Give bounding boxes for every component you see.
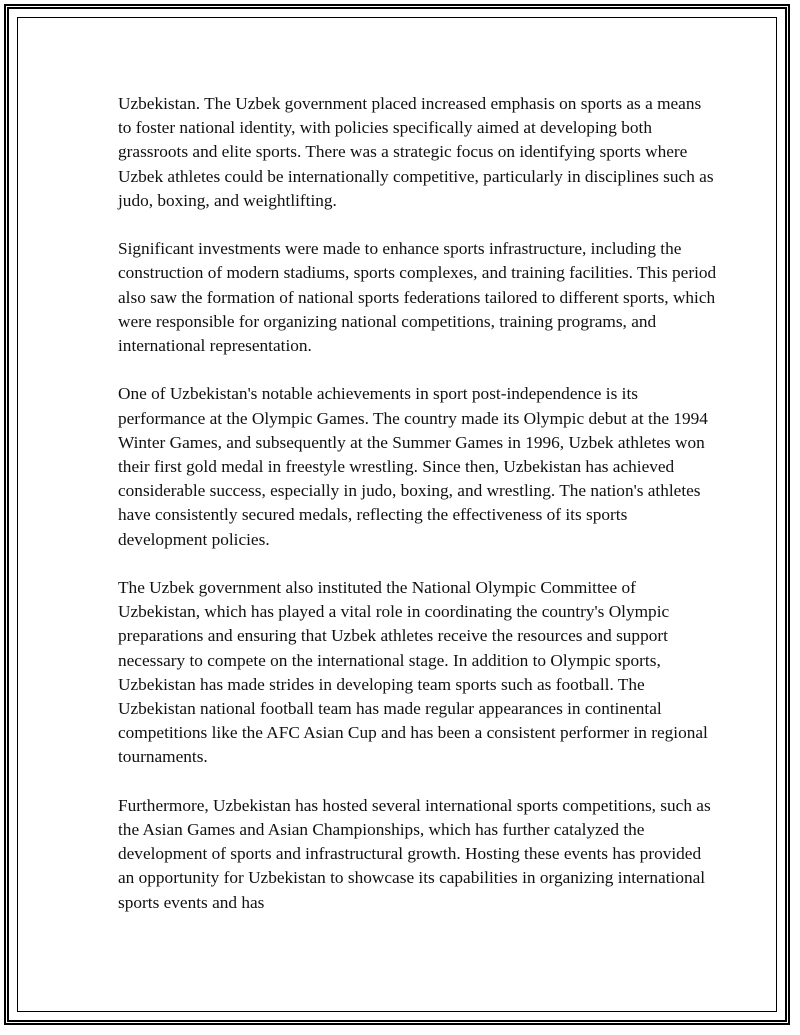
paragraph-3: One of Uzbekistan's notable achievements in sport post-independence is its performance at the Olympic Games. The country made its Olympic debut at the 1994 Winter Games, and subsequently at the Summer Games in 1996, Uzbek athletes won their first gold medal in freestyle wrestling. Since then, Uzbekistan has achieved considerable success, especially in judo, boxing, and wrestling. The nation's athletes have consistently secured medals, reflecting the effectiveness of its sports development policies. bbox=[118, 384, 708, 549]
paragraph-4: The Uzbek government also instituted the National Olympic Committee of Uzbekistan, which has played a vital role in coordinating the country's Olympic preparations and ensuring that Uzbek athletes receive the resources and support necessary to compete on the international stage. In addition to Olympic sports, Uzbekistan has made strides in developing team sports such as football. The Uzbekistan national football team has made regular appearances in continental competitions like the AFC Asian Cup and has been a consistent performer in regional tournaments. bbox=[118, 578, 708, 767]
paragraph-5: Furthermore, Uzbekistan has hosted several international sports competitions, such as the Asian Games and Asian Championships, which has further catalyzed the development of sports and infrastructural growth. Hosting these events has provided an opportunity for Uzbekistan to showcase its capabilities in organizing international sports events and has bbox=[118, 795, 711, 912]
document-body bbox=[118, 92, 718, 939]
paragraph-2: Significant investments were made to enhance sports infrastructure, including the construction of modern stadiums, sports complexes, and training facilities. This period also saw the formation of national sports federations tailored to different sports, which were responsible for organizing national competitions, training programs, and international representation. bbox=[118, 239, 717, 356]
paragraph-1: Uzbekistan. The Uzbek government placed increased emphasis on sports as a means to foster national identity, with policies specifically aimed at developing both grassroots and elite sports. There was a strategic focus on identifying sports where Uzbek athletes could be internationally competitive, particularly in disciplines such as judo, boxing, and weightlifting. bbox=[118, 94, 714, 210]
